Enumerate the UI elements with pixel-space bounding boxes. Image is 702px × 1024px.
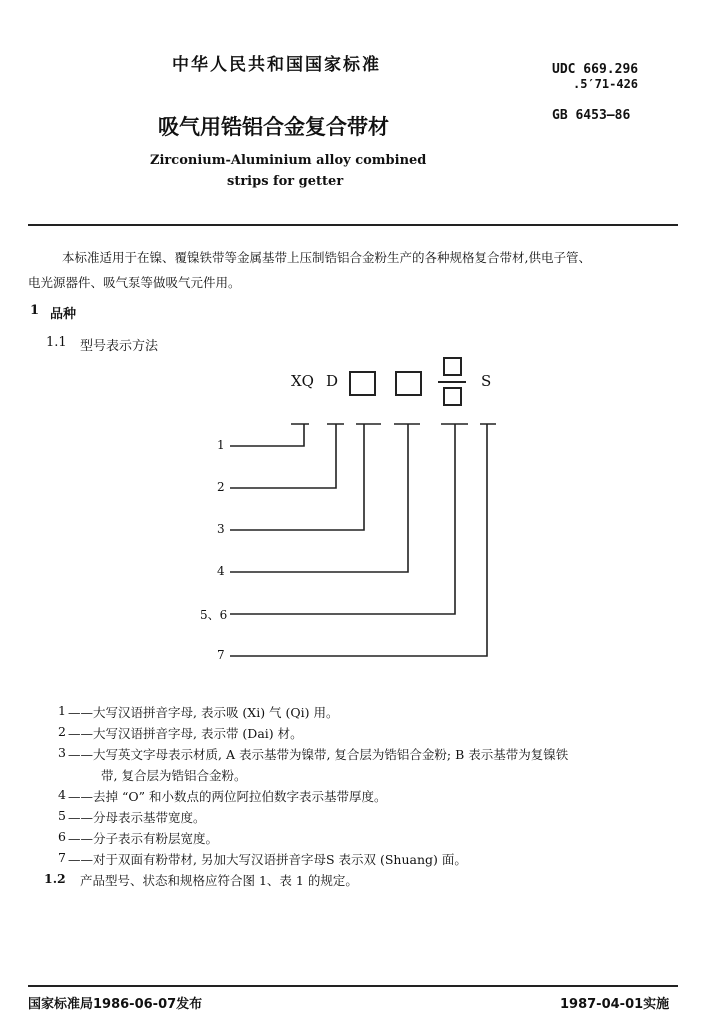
leader-56: [230, 424, 468, 614]
footer-rule: [28, 985, 678, 987]
code-suffix: S: [481, 372, 492, 390]
section-1-number: 1: [30, 303, 40, 318]
definition-3-text: ——大写英文字母表示材质, A 表示基带为镍带, 复合层为锆铝合金粉; B 表示基带为复镍铁: [68, 747, 569, 762]
title-en-line1: Zirconium-Aluminium alloy combined: [150, 153, 427, 168]
leader-3: [230, 424, 381, 530]
title-en-line2: strips for getter: [227, 174, 344, 189]
definition-7-text: ——对于双面有粉带材, 另加大写汉语拼音字母S 表示双 (Shuang) 面。: [68, 852, 467, 867]
effective-date: 1987-04-01实施: [560, 997, 670, 1012]
title-cn: 吸气用锆铝合金复合带材: [158, 115, 389, 139]
diagram-label-5-6: 5、6: [200, 608, 228, 622]
udc-code-line2: .5′71-426: [573, 77, 639, 91]
section-1-2-number: 1.2: [44, 871, 66, 886]
section-1-1-title: 型号表示方法: [80, 339, 159, 354]
leader-7: [230, 424, 496, 656]
diagram-label-3: 3: [217, 522, 225, 536]
code-prefix: XQ: [291, 372, 314, 390]
definition-3-number: 3: [58, 745, 66, 760]
leader-1: [230, 424, 309, 446]
definition-4-text: ——去掉 “O” 和小数点的两位阿拉伯数字表示基带厚度。: [68, 789, 387, 804]
definition-4-number: 4: [58, 787, 66, 802]
definition-5-text: ——分母表示基带宽度。: [68, 810, 206, 825]
definition-6-text: ——分子表示有粉层宽度。: [68, 831, 219, 846]
intro-line1: 本标准适用于在镍、覆镍铁带等金属基带上压制锆铝合金粉生产的各种规格复合带材,供电子管、: [62, 250, 591, 265]
issue-date: 国家标准局1986-06-07发布: [28, 997, 203, 1012]
definition-7-number: 7: [58, 850, 66, 865]
diagram-label-2: 2: [217, 480, 225, 494]
definition-1-number: 1: [58, 703, 66, 718]
definition-1-text: ——大写汉语拼音字母, 表示吸 (Xi) 气 (Qi) 用。: [68, 705, 339, 720]
definition-2-text: ——大写汉语拼音字母, 表示带 (Dai) 材。: [68, 726, 303, 741]
leader-2: [230, 424, 344, 488]
udc-code-line1: UDC 669.296: [552, 62, 639, 77]
definition-5-number: 5: [58, 808, 66, 823]
section-1-2-text: 产品型号、状态和规格应符合图 1、表 1 的规定。: [80, 873, 358, 888]
section-1-title: 品种: [50, 307, 77, 322]
org-title: 中华人民共和国国家标准: [172, 55, 381, 75]
diagram-label-4: 4: [217, 564, 225, 578]
diagram-label-1: 1: [217, 438, 225, 452]
intro-line2: 电光源器件、吸气泵等做吸气元件用。: [28, 275, 241, 290]
section-1-1-number: 1.1: [46, 335, 67, 350]
definition-6-number: 6: [58, 829, 66, 844]
definition-3-continuation: 带, 复合层为锆铝合金粉。: [101, 768, 247, 783]
code-letter-d: D: [326, 372, 339, 390]
gb-code: GB 6453—86: [552, 108, 631, 123]
diagram-label-7: 7: [217, 648, 225, 662]
definition-2-number: 2: [58, 724, 66, 739]
